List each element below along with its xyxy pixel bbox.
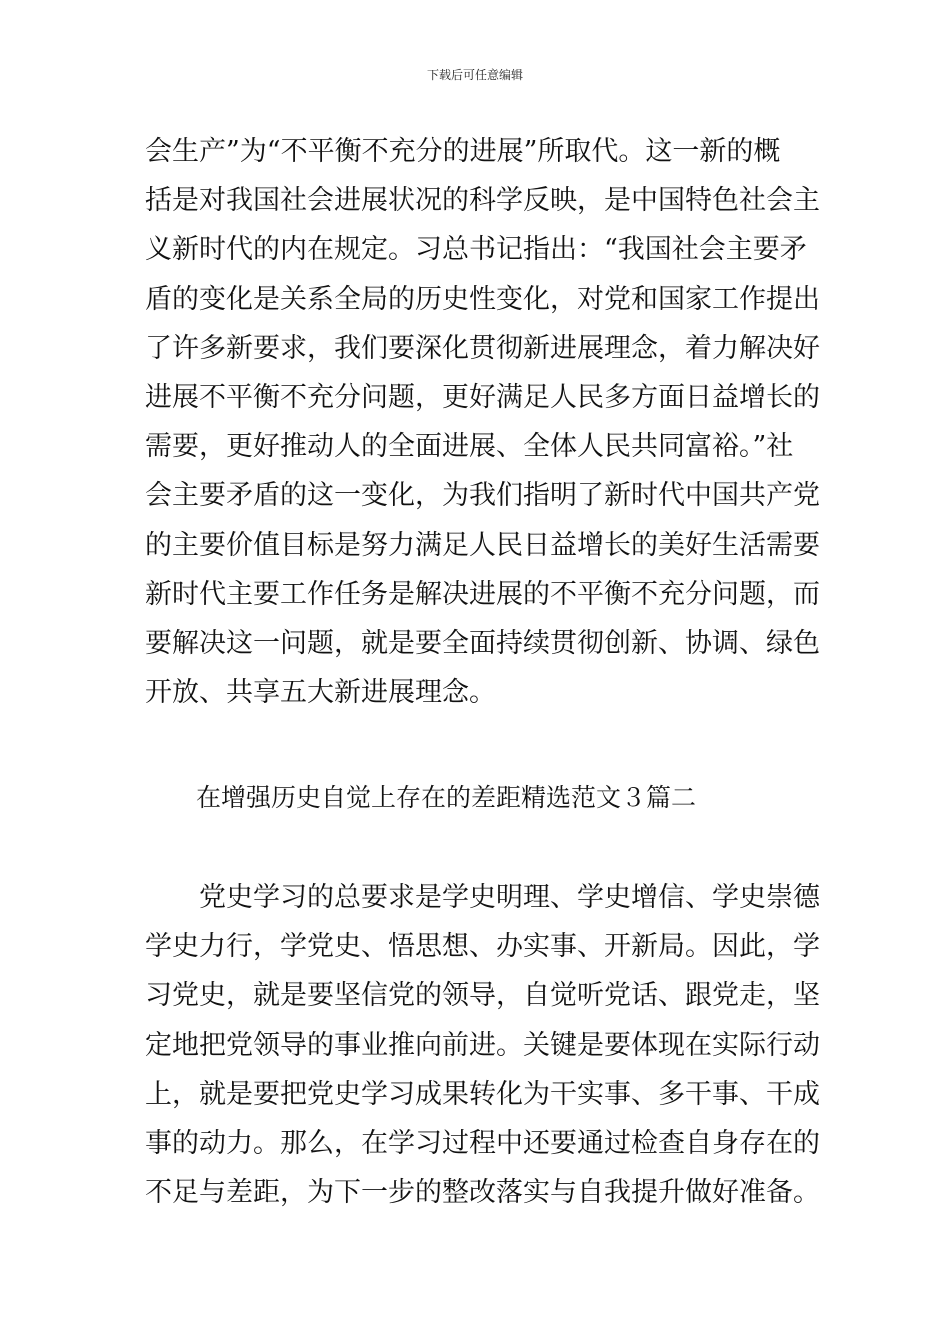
paragraph-line: 了许多新要求，我们要深化贯彻新进展理念，着力解决好 <box>145 332 820 364</box>
paragraph-line: 学史力行，学党史、悟思想、办实事、开新局。因此，学 <box>145 931 820 963</box>
paragraph-line: 要解决这一问题，就是要全面持续贯彻创新、协调、绿色 <box>145 627 820 659</box>
paragraph-line: 事的动力。那么，在学习过程中还要通过检查自身存在的 <box>145 1127 820 1159</box>
paragraph-1 <box>145 127 820 717</box>
paragraph-line: 党史学习的总要求是学史明理、学史增信、学史崇德 <box>145 882 820 913</box>
paragraph-line: 不足与差距，为下一步的整改落实与自我提升做好准备。 <box>145 1177 820 1209</box>
page-header: 下载后可任意编辑 <box>426 68 523 82</box>
paragraph-line: 开放、共享五大新进展理念。 <box>145 677 496 709</box>
paragraph-2 <box>145 873 820 1217</box>
paragraph-line: 的主要价值目标是努力满足人民日益增长的美好生活需要 <box>145 529 820 561</box>
paragraph-line: 会主要矛盾的这一变化，为我们指明了新时代中国共产党 <box>145 480 820 512</box>
paragraph-line: 义新时代的内在规定。习总书记指出：“我国社会主要矛 <box>145 234 807 266</box>
paragraph-line: 进展不平衡不充分问题，更好满足人民多方面日益增长的 <box>145 381 820 413</box>
paragraph-line: 需要，更好推动人的全面进展、全体人民共同富裕。”社 <box>145 431 794 463</box>
paragraph-line: 上，就是要把党史学习成果转化为干实事、多干事、干成 <box>145 1078 820 1110</box>
paragraph-line: 盾的变化是关系全局的历史性变化，对党和国家工作提出 <box>145 283 820 315</box>
paragraph-line: 新时代主要工作任务是解决进展的不平衡不充分问题，而 <box>145 578 820 610</box>
paragraph-line: 定地把党领导的事业推向前进。关键是要体现在实际行动 <box>145 1029 820 1061</box>
paragraph-line: 会生产”为“不平衡不充分的进展”所取代。这一新的概 <box>145 136 781 167</box>
paragraph-line: 习党史，就是要坚信党的领导，自觉听党话、跟党走，坚 <box>145 980 820 1012</box>
section-heading: 在增强历史自觉上存在的差距精选范文３篇二 <box>196 783 697 812</box>
paragraph-line: 括是对我国社会进展状况的科学反映，是中国特色社会主 <box>145 185 820 217</box>
